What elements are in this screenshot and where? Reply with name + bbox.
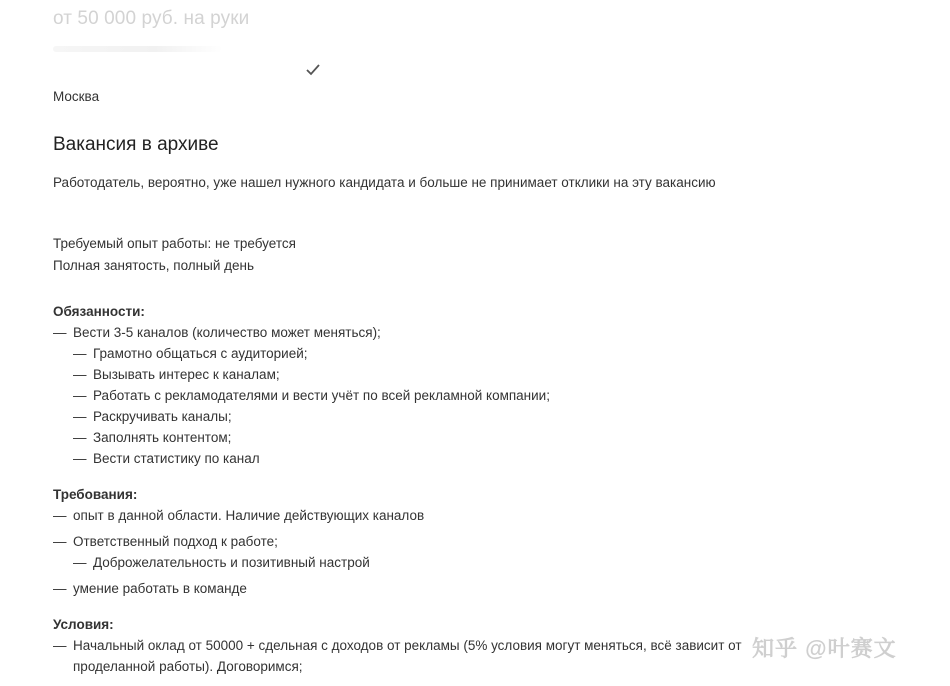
faded-text-line <box>53 46 223 52</box>
list-item: — Доброжелательность и позитивный настрой <box>73 555 370 570</box>
archive-notice: Работодатель, вероятно, уже нашел нужного кандидата и больше не принимает отклики на эту вакансию <box>53 175 716 190</box>
list-item: — Заполнять контентом; <box>73 430 232 445</box>
employment-type: Полная занятость, полный день <box>53 258 255 273</box>
archive-title: Вакансия в архиве <box>53 134 219 155</box>
list-item: — Вести 3-5 каналов (количество может меняться); <box>53 325 381 340</box>
list-item: — умение работать в команде <box>53 581 247 596</box>
list-item: — Работать с рекламодателями и вести учёт по всей рекламной компании; <box>73 388 550 403</box>
list-item-continuation: проделанной работы). Договоримся; <box>73 659 303 674</box>
requirements-title: Требования: <box>53 487 138 502</box>
experience-required: Требуемый опыт работы: не требуется <box>53 236 296 251</box>
location: Москва <box>53 89 100 104</box>
watermark: 知乎 @叶赛文 <box>752 636 897 661</box>
list-item: — Вызывать интерес к каналам; <box>73 367 280 382</box>
list-item: — Ответственный подход к работе; <box>53 534 278 549</box>
list-item: — Начальный оклад от 50000 + сдельная с доходов от рекламы (5% условия могут меняться, всё зависит от <box>53 638 742 653</box>
list-item: — Вести статистику по канал <box>73 451 260 466</box>
list-item: — Раскручивать каналы; <box>73 409 232 424</box>
duties-title: Обязанности: <box>53 304 145 319</box>
list-item: — Грамотно общаться с аудиторией; <box>73 346 308 361</box>
conditions-title: Условия: <box>53 617 114 632</box>
check-icon <box>305 63 321 77</box>
salary: от 50 000 руб. на руки <box>53 8 250 29</box>
list-item: — опыт в данной области. Наличие действующих каналов <box>53 508 425 523</box>
